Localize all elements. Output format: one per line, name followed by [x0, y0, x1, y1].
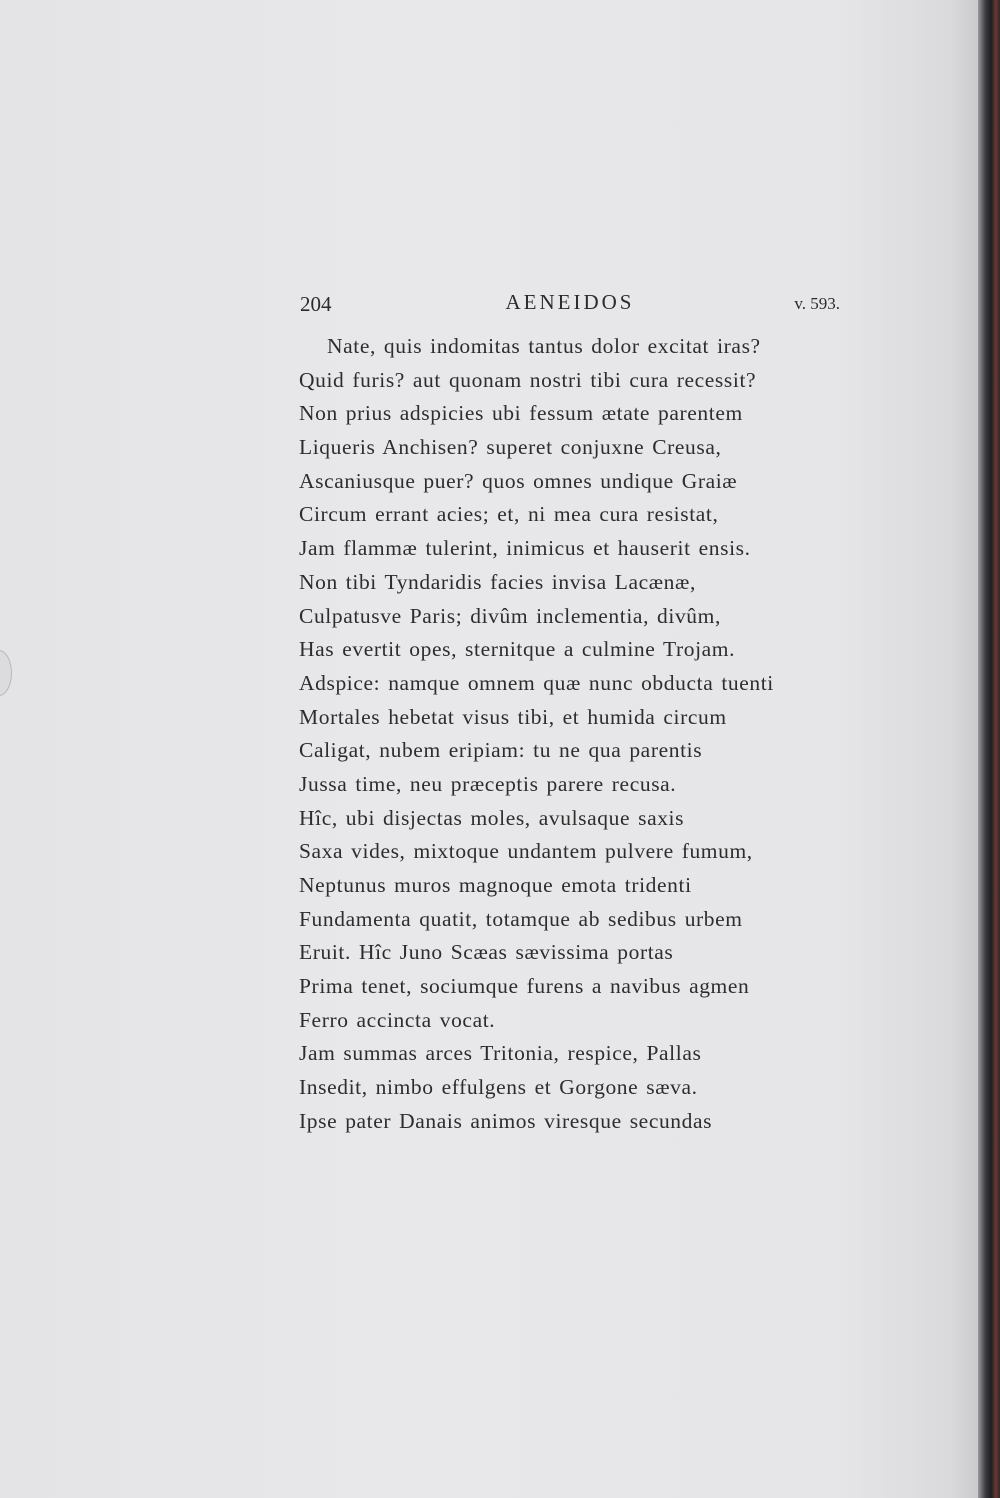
- verse-line: Jussa time, neu præceptis parere recusa.: [299, 771, 677, 796]
- verse-line: Ascaniusque puer? quos omnes undique Graiæ: [299, 468, 738, 493]
- verse-line: Neptunus muros magnoque emota tridenti: [299, 873, 692, 897]
- verse-line: Circum errant acies; et, ni mea cura resistat,: [299, 502, 719, 527]
- page-number: 204: [300, 292, 332, 316]
- verse-line: Culpatusve Paris; divûm inclementia, divûm,: [299, 603, 721, 628]
- verse-line: Insedit, nimbo effulgens et Gorgone sæva.: [299, 1075, 698, 1100]
- verse-line: Mortales hebetat visus tibi, et humida circum: [299, 704, 727, 729]
- verse-line: Eruit. Hîc Juno Scæas sævissima portas: [299, 940, 674, 965]
- verse-line: Ipse pater Danais animos viresque secundas: [299, 1108, 713, 1133]
- running-title: AENEIDOS: [505, 290, 635, 314]
- verse-line: Caligat, nubem eripiam: tu ne qua parentis: [299, 738, 703, 763]
- verse-line: Hîc, ubi disjectas moles, avulsaque saxis: [299, 805, 685, 830]
- verse-line: Nate, quis indomitas tantus dolor excitat iras?: [327, 334, 761, 358]
- verse-line: Jam summas arces Tritonia, respice, Pallas: [299, 1041, 702, 1066]
- verse-line: Non prius adspicies ubi fessum ætate parentem: [299, 401, 743, 426]
- page-tab-mark: [0, 650, 12, 696]
- verse-number: v. 593.: [794, 294, 840, 313]
- verse-line: Non tibi Tyndaridis facies invisa Lacænæ,: [299, 569, 696, 594]
- verse-line: Jam flammæ tulerint, inimicus et hauserit ensis.: [299, 536, 751, 561]
- book-spine-edge: [978, 0, 1000, 1498]
- verse-line: Has evertit opes, sternitque a culmine Trojam.: [299, 637, 736, 662]
- verse-line: Prima tenet, sociumque furens a navibus agmen: [299, 974, 750, 999]
- verse-line: Liqueris Anchisen? superet conjuxne Creusa,: [299, 435, 722, 460]
- verse-line: Adspice: namque omnem quæ nunc obducta tuenti: [299, 670, 774, 695]
- verse-line: Fundamenta quatit, totamque ab sedibus urbem: [299, 906, 743, 931]
- verse-line: Saxa vides, mixtoque undantem pulvere fumum,: [299, 839, 753, 864]
- verse-text: [299, 330, 859, 1139]
- verse-line: Ferro accincta vocat.: [299, 1007, 496, 1032]
- verse-line: Quid furis? aut quonam nostri tibi cura recessit?: [299, 367, 757, 392]
- page-header: [300, 288, 840, 322]
